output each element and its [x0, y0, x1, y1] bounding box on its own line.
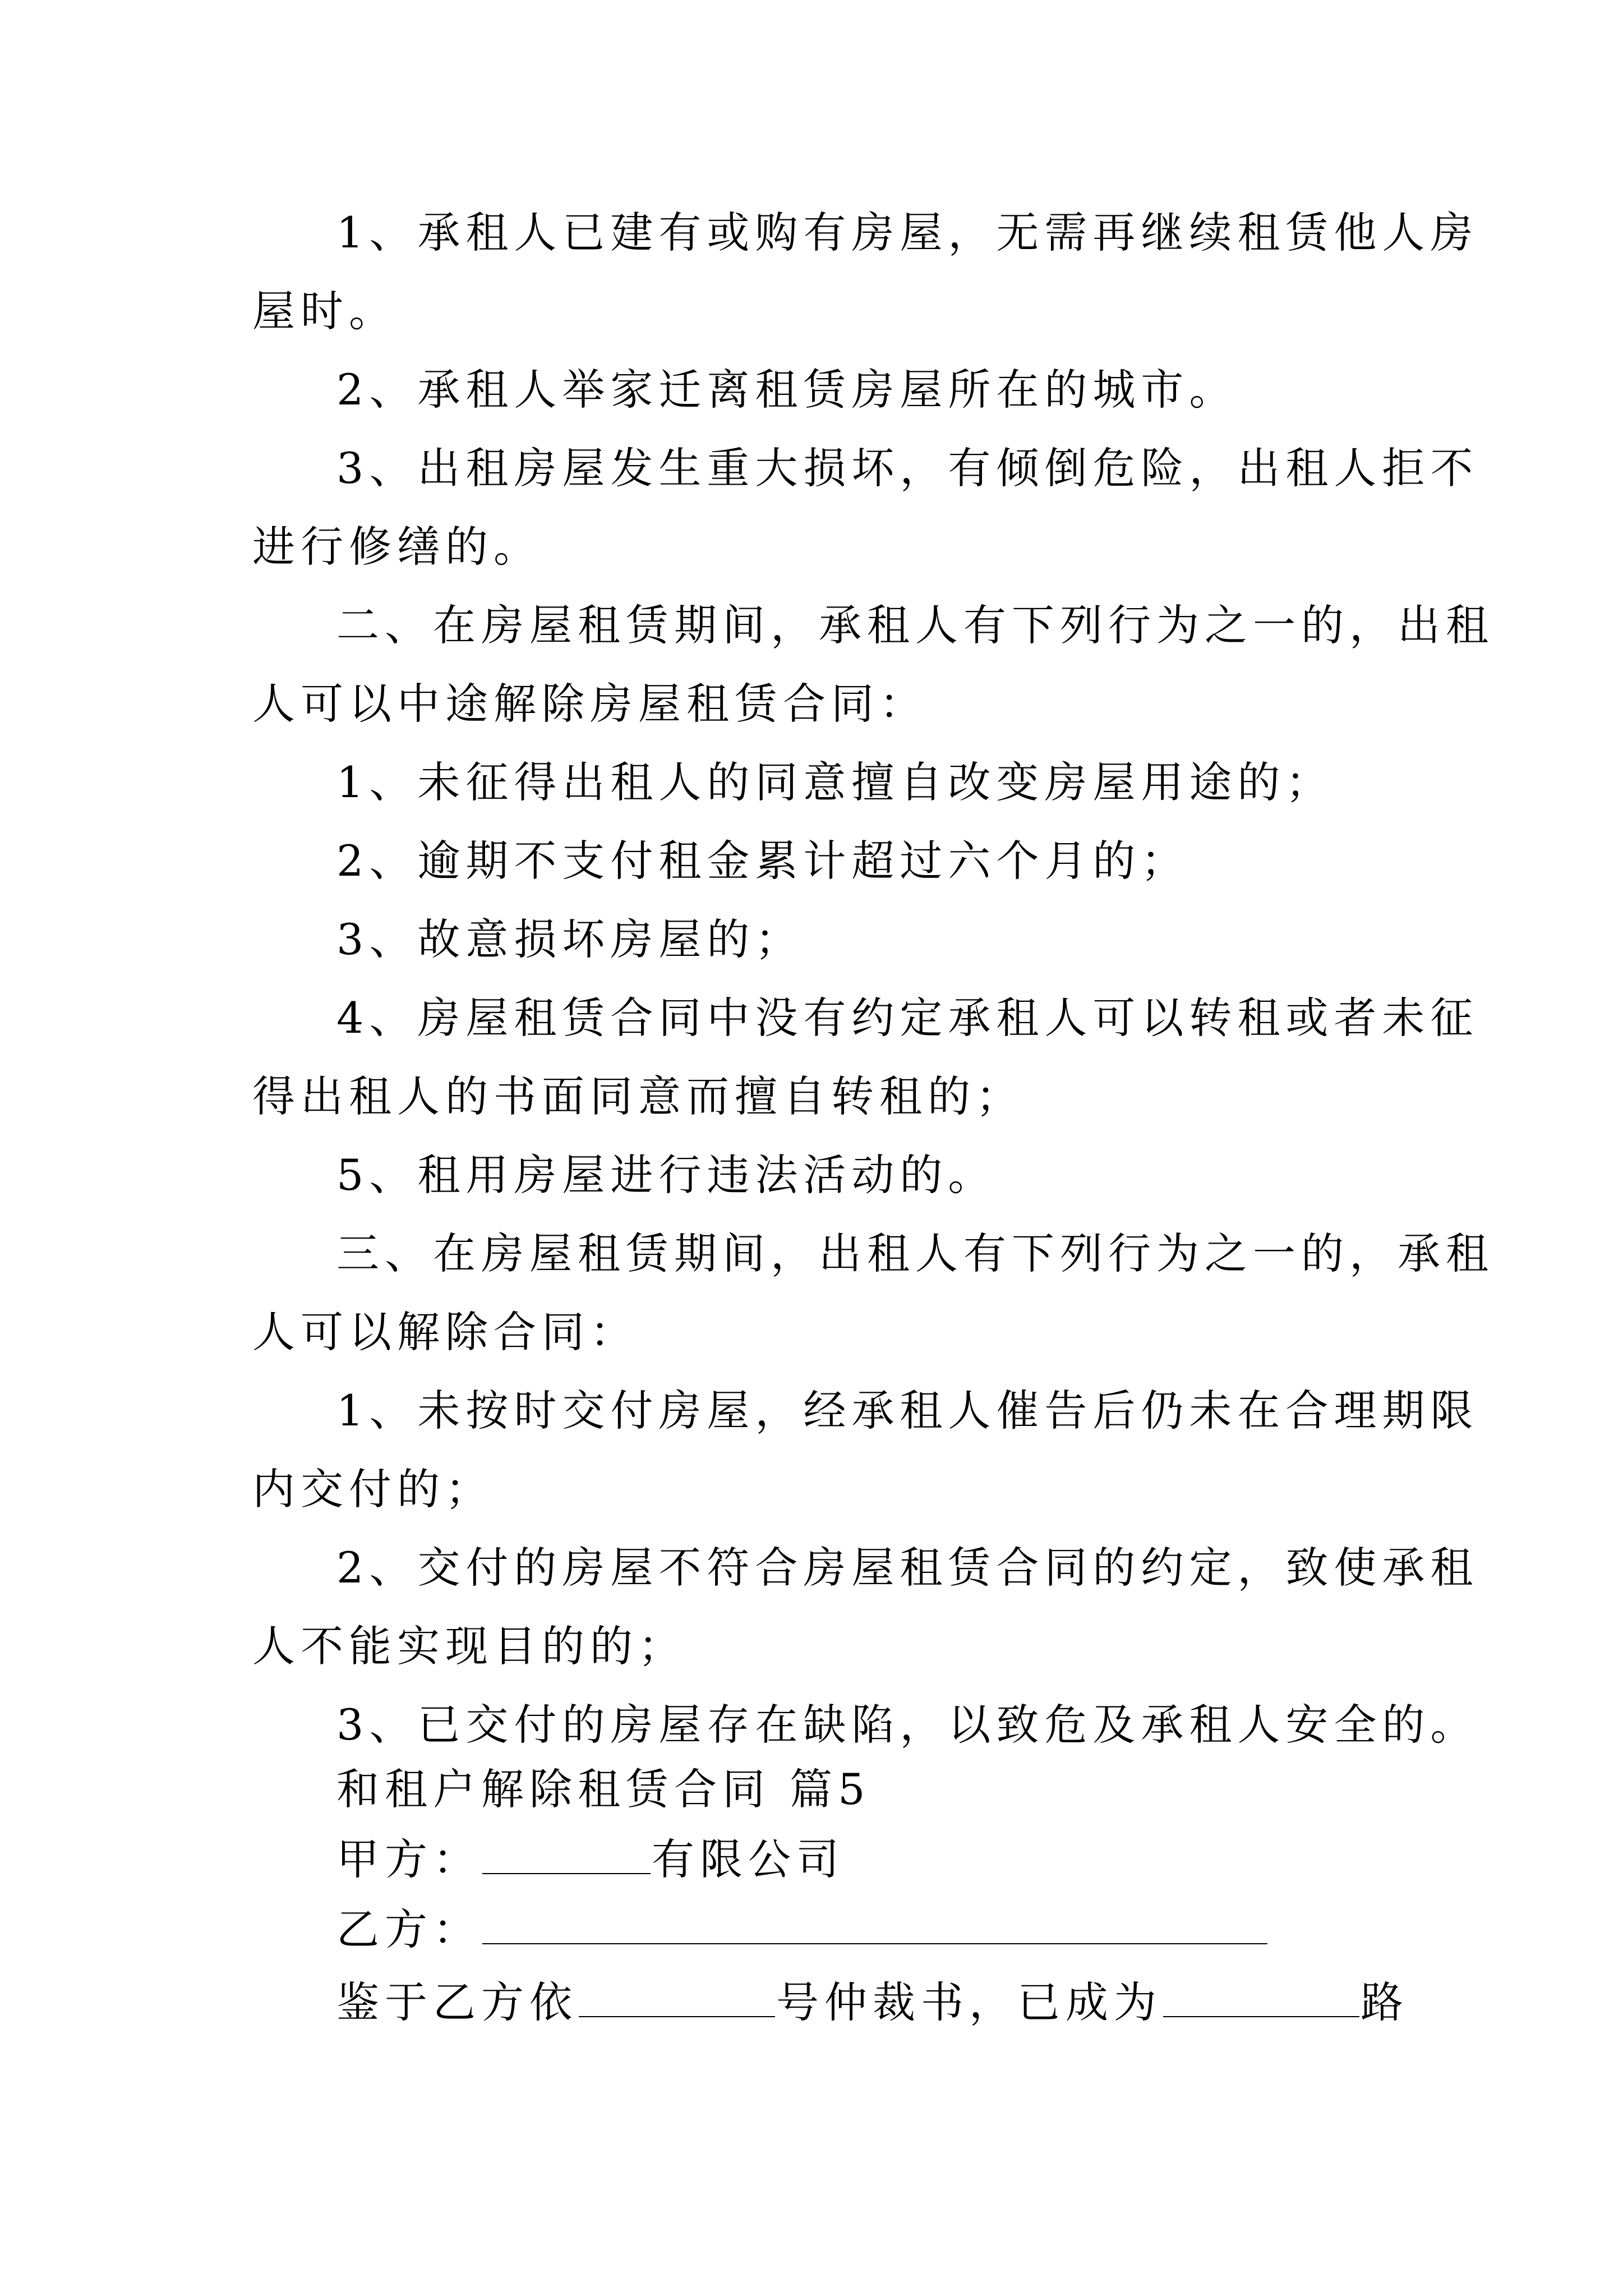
paragraph-line: 1、未按时交付房屋，经承租人催告后仍未在合理期限 — [336, 1386, 1479, 1435]
party-a-line — [336, 1832, 845, 1888]
paragraph-line: 2、逾期不支付租金累计超过六个月的； — [336, 836, 1189, 886]
paragraph-line: 3、出租房屋发生重大损坏，有倾倒危险，出租人拒不 — [336, 443, 1479, 493]
last-line-part1: 鉴于乙方依 — [336, 1977, 578, 2027]
paragraph-line: 得出租人的书面同意而擅自转租的； — [252, 1071, 1024, 1121]
paragraph-line: 2、承租人举家迁离租赁房屋所在的城市。 — [336, 365, 1238, 415]
paragraph-line: 3、已交付的房屋存在缺陷，以致危及承租人安全的。 — [336, 1700, 1479, 1750]
party-b-blank — [482, 1943, 1267, 1944]
paragraph-line: 4、房屋租赁合同中没有约定承租人可以转租或者未征 — [336, 993, 1479, 1043]
section-title: 和租户解除租赁合同 篇5 — [336, 1764, 871, 1814]
paragraph-line: 1、未征得出租人的同意擅自改变房屋用途的； — [336, 757, 1334, 807]
paragraph-line: 3、故意损坏房屋的； — [336, 914, 804, 964]
paragraph-line: 2、交付的房屋不符合房屋租赁合同的约定，致使承租 — [336, 1543, 1479, 1593]
party-a-label: 甲方： — [336, 1834, 481, 1884]
last-paragraph-line — [336, 1975, 1409, 2031]
last-line-part3: 路 — [1361, 1977, 1409, 2027]
party-a-suffix: 有限公司 — [652, 1834, 845, 1884]
party-a-blank — [482, 1872, 651, 1874]
paragraph-line: 人不能实现目的的； — [252, 1621, 686, 1671]
paragraph-line: 三、在房屋租赁期间，出租人有下列行为之一的，承租 — [336, 1228, 1494, 1278]
paragraph-line: 人可以中途解除房屋租赁合同： — [252, 679, 928, 729]
paragraph-line: 进行修缮的。 — [252, 522, 542, 572]
paragraph-line: 人可以解除合同： — [252, 1307, 638, 1357]
road-name-blank — [1163, 2016, 1359, 2017]
party-b-line — [336, 1902, 1269, 1958]
paragraph-line: 1、承租人已建有或购有房屋，无需再继续租赁他人房 — [336, 208, 1479, 257]
paragraph-line: 屋时。 — [252, 286, 397, 336]
paragraph-line: 5、租用房屋进行违法活动的。 — [336, 1150, 997, 1200]
last-line-part2: 号仲裁书，已成为 — [776, 1977, 1162, 2027]
paragraph-line: 内交付的； — [252, 1464, 494, 1514]
paragraph-line: 二、在房屋租赁期间，承租人有下列行为之一的，出租 — [336, 600, 1494, 650]
arbitration-number-blank — [579, 2016, 775, 2017]
party-b-label: 乙方： — [336, 1904, 481, 1954]
